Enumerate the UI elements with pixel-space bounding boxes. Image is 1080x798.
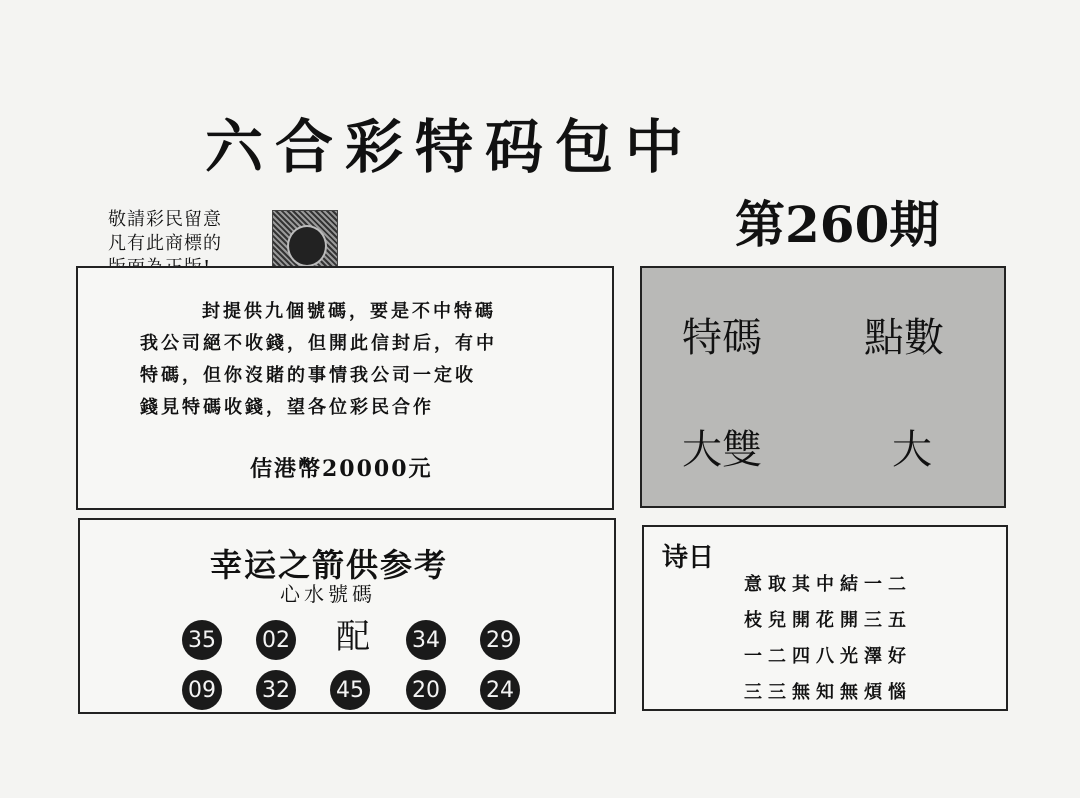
issue-number: 第260期 xyxy=(735,195,940,254)
number-ball: 34 xyxy=(406,620,446,660)
points-label: 點數 xyxy=(864,315,944,361)
lucky-title: 幸运之箭供参考 xyxy=(210,546,449,584)
number-ball: 24 xyxy=(480,670,520,710)
special-code-box xyxy=(640,266,1006,508)
notice-line: 凡有此商標的 xyxy=(108,233,222,254)
special-code-label: 特碼 xyxy=(682,315,762,361)
offer-line: 特碼，但你沒賭的事情我公司一定收 xyxy=(140,365,476,386)
offer-text xyxy=(140,296,592,424)
number-ball: 29 xyxy=(480,620,520,660)
pair-label: 配 xyxy=(336,617,370,657)
points-value: 大 xyxy=(892,427,932,473)
number-ball: 45 xyxy=(330,670,370,710)
poem-lines xyxy=(744,567,912,711)
special-code-value: 大雙 xyxy=(682,427,762,473)
lucky-numbers-box xyxy=(78,518,616,714)
offer-line: 我公司絕不收錢，但開此信封后，有中 xyxy=(140,333,497,354)
number-ball: 20 xyxy=(406,670,446,710)
number-ball: 09 xyxy=(182,670,222,710)
number-ball: 32 xyxy=(256,670,296,710)
page-title: 六合彩特码包中 xyxy=(205,113,696,181)
poem-line: 三三無知無煩惱 xyxy=(744,682,912,703)
poem-line: 枝兒開花開三五 xyxy=(744,610,912,631)
poem-box xyxy=(642,525,1008,711)
offer-line: 錢見特碼收錢，望各位彩民合作 xyxy=(140,397,434,418)
lucky-subtitle: 心水號碼 xyxy=(280,582,376,606)
offer-price: 佶港幣20000元 xyxy=(250,456,433,482)
poem-line: 一二四八光澤好 xyxy=(744,646,912,667)
number-ball: 02 xyxy=(256,620,296,660)
offer-line: 封提供九個號碼，要是不中特碼 xyxy=(202,301,496,322)
number-ball: 35 xyxy=(182,620,222,660)
poem-title: 诗日 xyxy=(662,543,715,573)
offer-box xyxy=(76,266,614,510)
poem-line: 意取其中結一二 xyxy=(744,574,912,595)
notice-line: 敬請彩民留意 xyxy=(108,209,222,230)
